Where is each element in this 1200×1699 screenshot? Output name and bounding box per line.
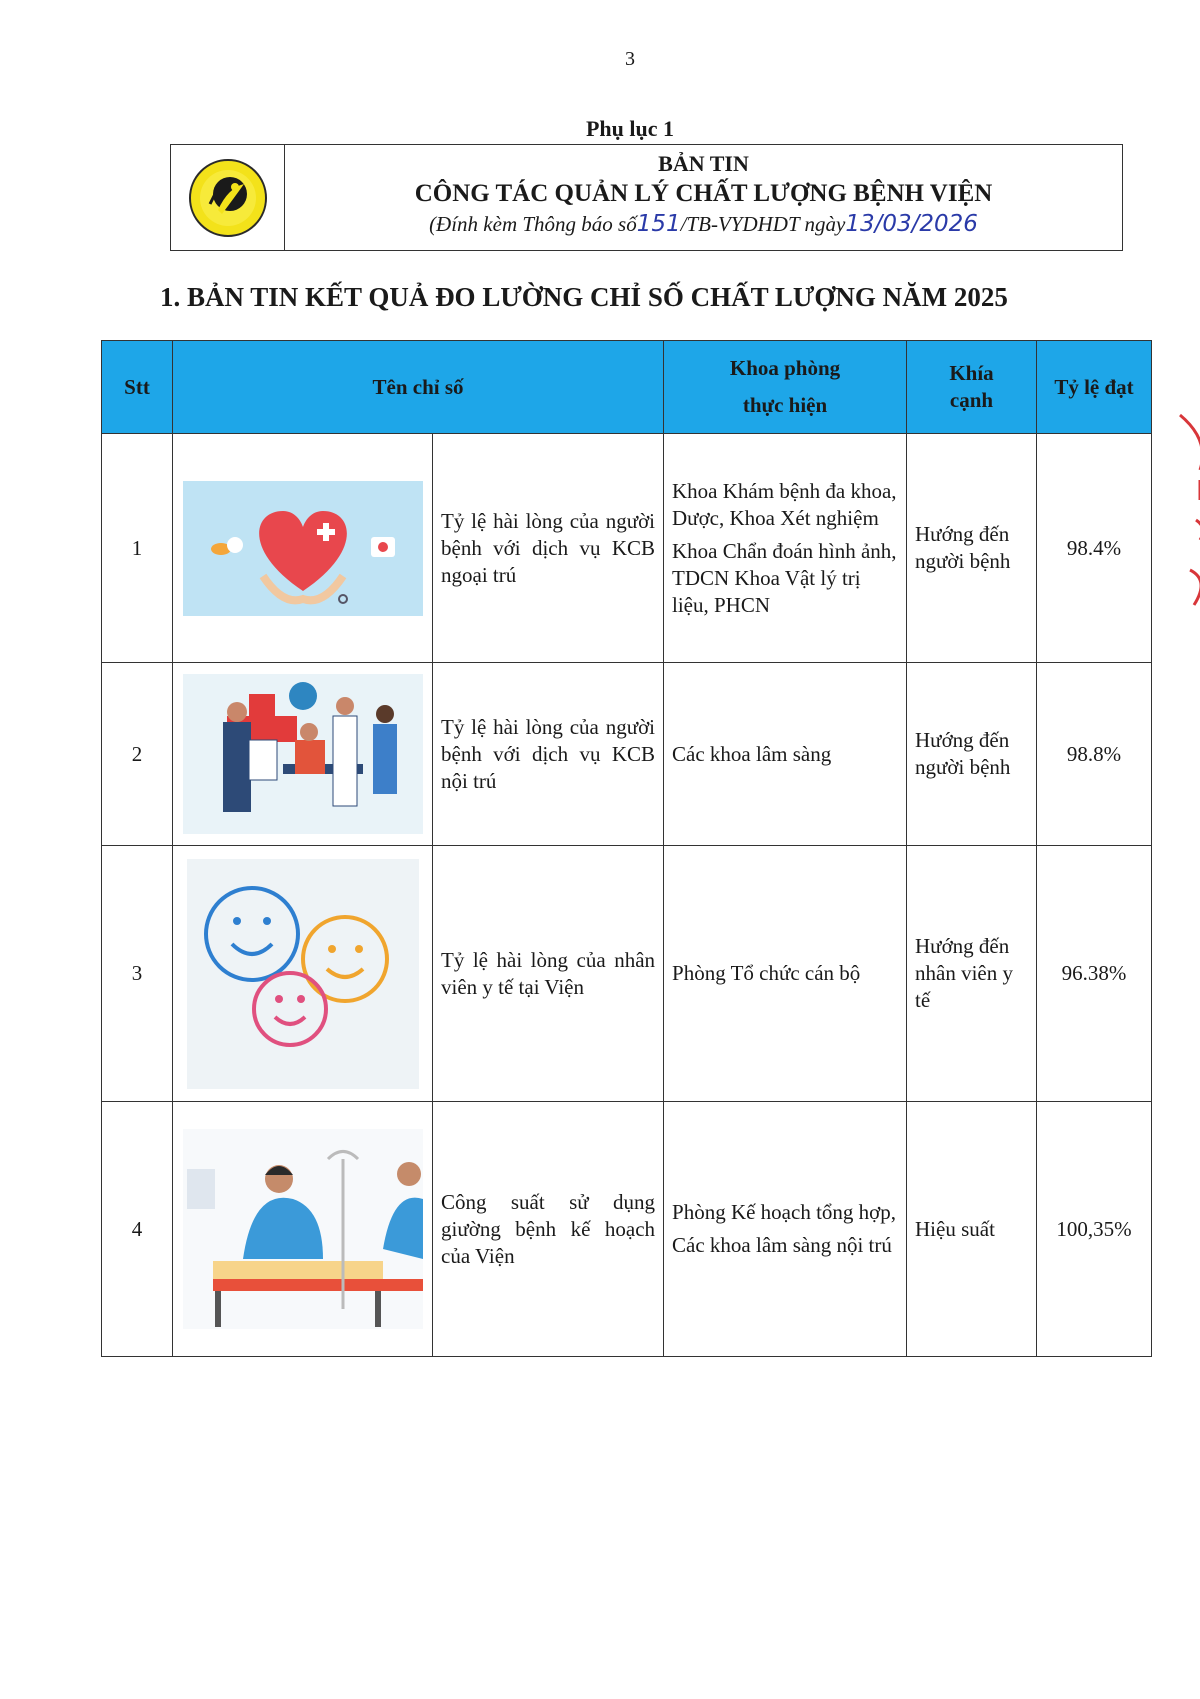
logo-cell (171, 145, 285, 250)
hospital-bed-illustration-icon (183, 1129, 423, 1329)
row-stt: 1 (102, 434, 173, 663)
row-department-part1: Phòng Kế hoạch tổng hợp, (672, 1200, 897, 1224)
smiley-faces-illustration-icon (187, 859, 419, 1089)
row-illustration-cell (173, 434, 433, 663)
header-aspect (907, 341, 1037, 434)
row-rate: 100,35% (1037, 1102, 1152, 1357)
quality-indicator-table (101, 340, 1152, 1357)
doctor-patient-illustration-icon (183, 674, 423, 834)
bulletin-title: BẢN TIN (658, 151, 749, 176)
section-title: 1. BẢN TIN KẾT QUẢ ĐO LƯỜNG CHỈ SỐ CHẤT LƯỢNG NĂM 2025 (160, 282, 1008, 312)
row-aspect: Hướng đến nhân viên y tế (907, 846, 1037, 1102)
bulletin-header (170, 144, 1123, 251)
header-indicator-name: Tên chỉ số (173, 341, 664, 434)
row-department (664, 663, 907, 846)
page-number: 3 (625, 48, 635, 70)
header-department (664, 341, 907, 434)
institute-logo-icon (188, 158, 268, 238)
row-rate: 98.4% (1037, 434, 1152, 663)
row-department-part2: Khoa Chẩn đoán hình ảnh, TDCN Khoa Vật lý trị liệu, PHCN (672, 538, 897, 617)
row-stt: 4 (102, 1102, 173, 1357)
row-department (664, 846, 907, 1102)
attachment-middle: /TB-VYDHDT ngày (680, 212, 846, 236)
row-illustration-cell (173, 1102, 433, 1357)
row-illustration-cell (173, 663, 433, 846)
header-aspect-line2: cạnh (949, 388, 994, 412)
heart-care-illustration-icon (183, 481, 423, 616)
row-indicator-name: Tỷ lệ hài lòng của người bệnh với dịch vụ KCB ngoại trú (433, 434, 664, 663)
table-row (102, 434, 1152, 663)
row-department-part2: Các khoa lâm sàng nội trú (672, 1233, 892, 1257)
row-indicator-name: Tỷ lệ hài lòng của người bệnh với dịch vụ KCB nội trú (433, 663, 664, 846)
row-aspect: Hướng đến người bệnh (907, 663, 1037, 846)
bulletin-subtitle: CÔNG TÁC QUẢN LÝ CHẤT LƯỢNG BỆNH VIỆN (414, 180, 993, 207)
row-aspect: Hướng đến người bệnh (907, 434, 1037, 663)
row-rate: 98.8% (1037, 663, 1152, 846)
notice-number: 151 (636, 211, 681, 237)
row-department-part1: Phòng Tổ chức cán bộ (672, 961, 861, 985)
row-indicator-name: Công suất sử dụng giường bệnh kế hoạch của Viện (433, 1102, 664, 1357)
header-rate: Tỷ lệ đạt (1037, 341, 1152, 434)
row-department (664, 434, 907, 663)
table-row (102, 663, 1152, 846)
attachment-note (285, 209, 1122, 239)
header-department-line2: thực hiện (742, 393, 828, 417)
header-department-line1: Khoa phòng (729, 356, 841, 380)
row-indicator-name: Tỷ lệ hài lòng của nhân viên y tế tại Viện (433, 846, 664, 1102)
row-department-part1: Các khoa lâm sàng (672, 741, 832, 766)
table-row (102, 1102, 1152, 1357)
row-illustration-cell (173, 846, 433, 1102)
table-row (102, 846, 1152, 1102)
appendix-label: Phụ lục 1 (585, 116, 675, 141)
row-stt: 2 (102, 663, 173, 846)
row-department (664, 1102, 907, 1357)
attachment-prefix: (Đính kèm Thông báo số (429, 212, 637, 236)
row-rate: 96.38% (1037, 846, 1152, 1102)
header-aspect-line1: Khía (949, 361, 994, 385)
red-stamp-fragment-icon (1170, 410, 1200, 610)
header-titles (285, 145, 1122, 250)
table-header-row (102, 341, 1152, 434)
row-stt: 3 (102, 846, 173, 1102)
header-stt: Stt (102, 341, 173, 434)
row-aspect: Hiệu suất (907, 1102, 1037, 1357)
notice-date: 13/03/2026 (845, 211, 978, 237)
row-department-part1: Khoa Khám bệnh đa khoa, Dược, Khoa Xét nghiệm (672, 478, 897, 530)
